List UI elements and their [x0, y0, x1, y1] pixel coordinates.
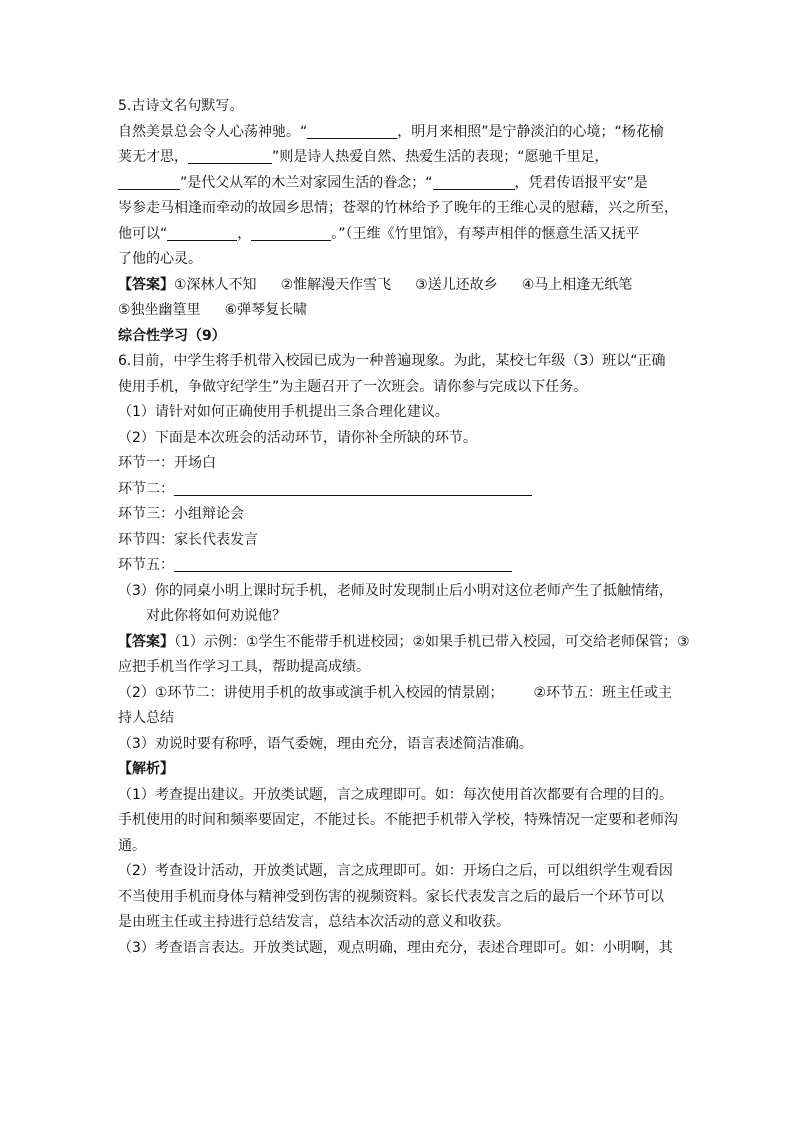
question-6-answer-line-1	[118, 630, 698, 656]
answer-blank-1	[307, 123, 397, 139]
question-5-text-line-5	[118, 222, 698, 248]
section-heading: 综合性学习（9）	[118, 327, 226, 344]
answer-item: ④马上相逢无纸笔	[521, 276, 633, 293]
step-5	[118, 553, 698, 579]
question-6-text-line-2: 使用手机，争做守纪学生”为主题召开了一次班会。请你参与完成以下任务。	[118, 378, 588, 395]
question-5-text-line-6: 了他的心灵。	[118, 251, 202, 267]
answer-blank-5	[167, 225, 237, 241]
answer-blank-2	[188, 148, 272, 164]
text-segment: 他可以“	[118, 225, 168, 242]
question-5-answer-line-1	[118, 273, 698, 299]
text-segment: （2）①环节二：讲使用手机的故事或演手机入校园的情景剧；	[118, 684, 504, 701]
text-segment: （1）示例：①学生不能带手机进校园；②如果手机已带入校园，可交给老师保管；③	[174, 633, 690, 650]
document-page	[118, 94, 698, 961]
question-6-task-2: （2）下面是本次班会的活动环节，请你补全所缺的环节。	[118, 429, 477, 446]
analysis-line-2: 手机使用的时间和频率要固定，不能过长。不能把手机带入学校，特殊情况一定要和老师沟	[118, 812, 678, 828]
answer-item: ①深林人不知	[174, 276, 257, 293]
text-segment: ，凭君传语报平安”是	[514, 174, 648, 191]
step-2	[118, 477, 698, 503]
step-5-blank	[174, 556, 512, 572]
text-segment: 。”（王维《竹里馆》，有琴声相伴的惬意生活又抚平	[331, 225, 640, 242]
answer-blank-4	[433, 174, 515, 190]
question-5-text-line-2	[118, 145, 698, 171]
analysis-line-4: （2）考查设计活动，开放类试题，言之成理即可。如：开场白之后，可以组织学生观看因	[118, 863, 673, 879]
answer-label: 【答案】	[118, 276, 174, 293]
answer-item: ⑤独坐幽篁里	[118, 302, 201, 318]
text-segment: ”则是诗人热爱自然、热爱生活的表现；“愿驰千里足，	[272, 149, 609, 165]
analysis-line-3: 通。	[118, 837, 146, 854]
answer-item: ⑥弹琴复长啸	[224, 302, 308, 318]
step-1: 环节一：开场白	[118, 455, 216, 471]
step-3: 环节三：小组辩论会	[118, 506, 244, 522]
step-label: 环节五：	[118, 557, 174, 573]
question-6-task-3-line-2: 对此你将如何劝说他？	[146, 608, 286, 624]
answer-label: 【答案】	[118, 633, 174, 650]
answer-blank-3	[118, 174, 180, 190]
step-2-blank	[174, 480, 532, 496]
question-6-task-1: （1）请针对如何正确使用手机提出三条合理化建议。	[118, 404, 449, 420]
question-6-answer-line-5: （3）劝说时要有称呼，语气委婉，理由充分，语言表述简洁准确。	[118, 735, 533, 752]
question-6-task-3-line-1: （3）你的同桌小明上课时玩手机，老师及时发现制止后小明对这位老师产生了抵触情绪，	[118, 582, 673, 599]
text-segment: ，明月来相照”是宁静淡泊的心境；“杨花榆	[397, 123, 664, 140]
text-segment: ②环节五：班主任或主	[533, 684, 673, 701]
analysis-line-7: （3）考查语言表达。开放类试题，观点明确，理由充分，表述合理即可。如：小明啊，其	[118, 939, 673, 956]
text-segment: 自然美景总会令人心荡神驰。“	[118, 123, 308, 140]
question-5-text-line-4: 岑参走马相逢而牵动的故园乡思情；苍翠的竹林给予了晚年的王维心灵的慰藉，兴之所至，	[118, 200, 678, 216]
text-segment: ，	[237, 225, 252, 242]
analysis-line-1: （1）考查提出建议。开放类试题，言之成理即可。如：每次使用首次都要有合理的目的。	[118, 786, 673, 803]
step-label: 环节二：	[118, 480, 174, 497]
answer-item: ②惟解漫天作雪飞	[280, 276, 392, 293]
analysis-line-5: 不当使用手机而身体与精神受到伤害的视频资料。家长代表发言之后的最后一个环节可以	[118, 888, 664, 905]
question-6-answer-line-4: 持人总结	[118, 710, 174, 726]
question-5-text-line-1	[118, 120, 698, 146]
question-5-title: 5.古诗文名句默写。	[118, 98, 244, 114]
text-segment: ”是代父从军的木兰对家园生活的眷念；“	[180, 174, 433, 191]
analysis-label: 【解析】	[118, 761, 174, 777]
question-5-text-line-3	[118, 171, 698, 197]
step-4: 环节四：家长代表发言	[118, 531, 258, 548]
answer-item: ③送儿还故乡	[415, 276, 498, 293]
question-6-answer-line-3	[118, 681, 698, 707]
text-segment: 荚无才思，	[118, 149, 188, 165]
analysis-line-6: 是由班主任或主持进行总结发言，总结本次活动的意义和收获。	[118, 914, 510, 930]
question-5-answer-line-2	[118, 298, 698, 324]
question-6-answer-line-2: 应把手机当作学习工具，帮助提高成绩。	[118, 659, 370, 675]
question-6-text-line-1: 6.目前，中学生将手机带入校园已成为一种普遍现象。为此，某校七年级（3）班以“正确	[118, 353, 666, 369]
answer-blank-6	[251, 225, 331, 241]
